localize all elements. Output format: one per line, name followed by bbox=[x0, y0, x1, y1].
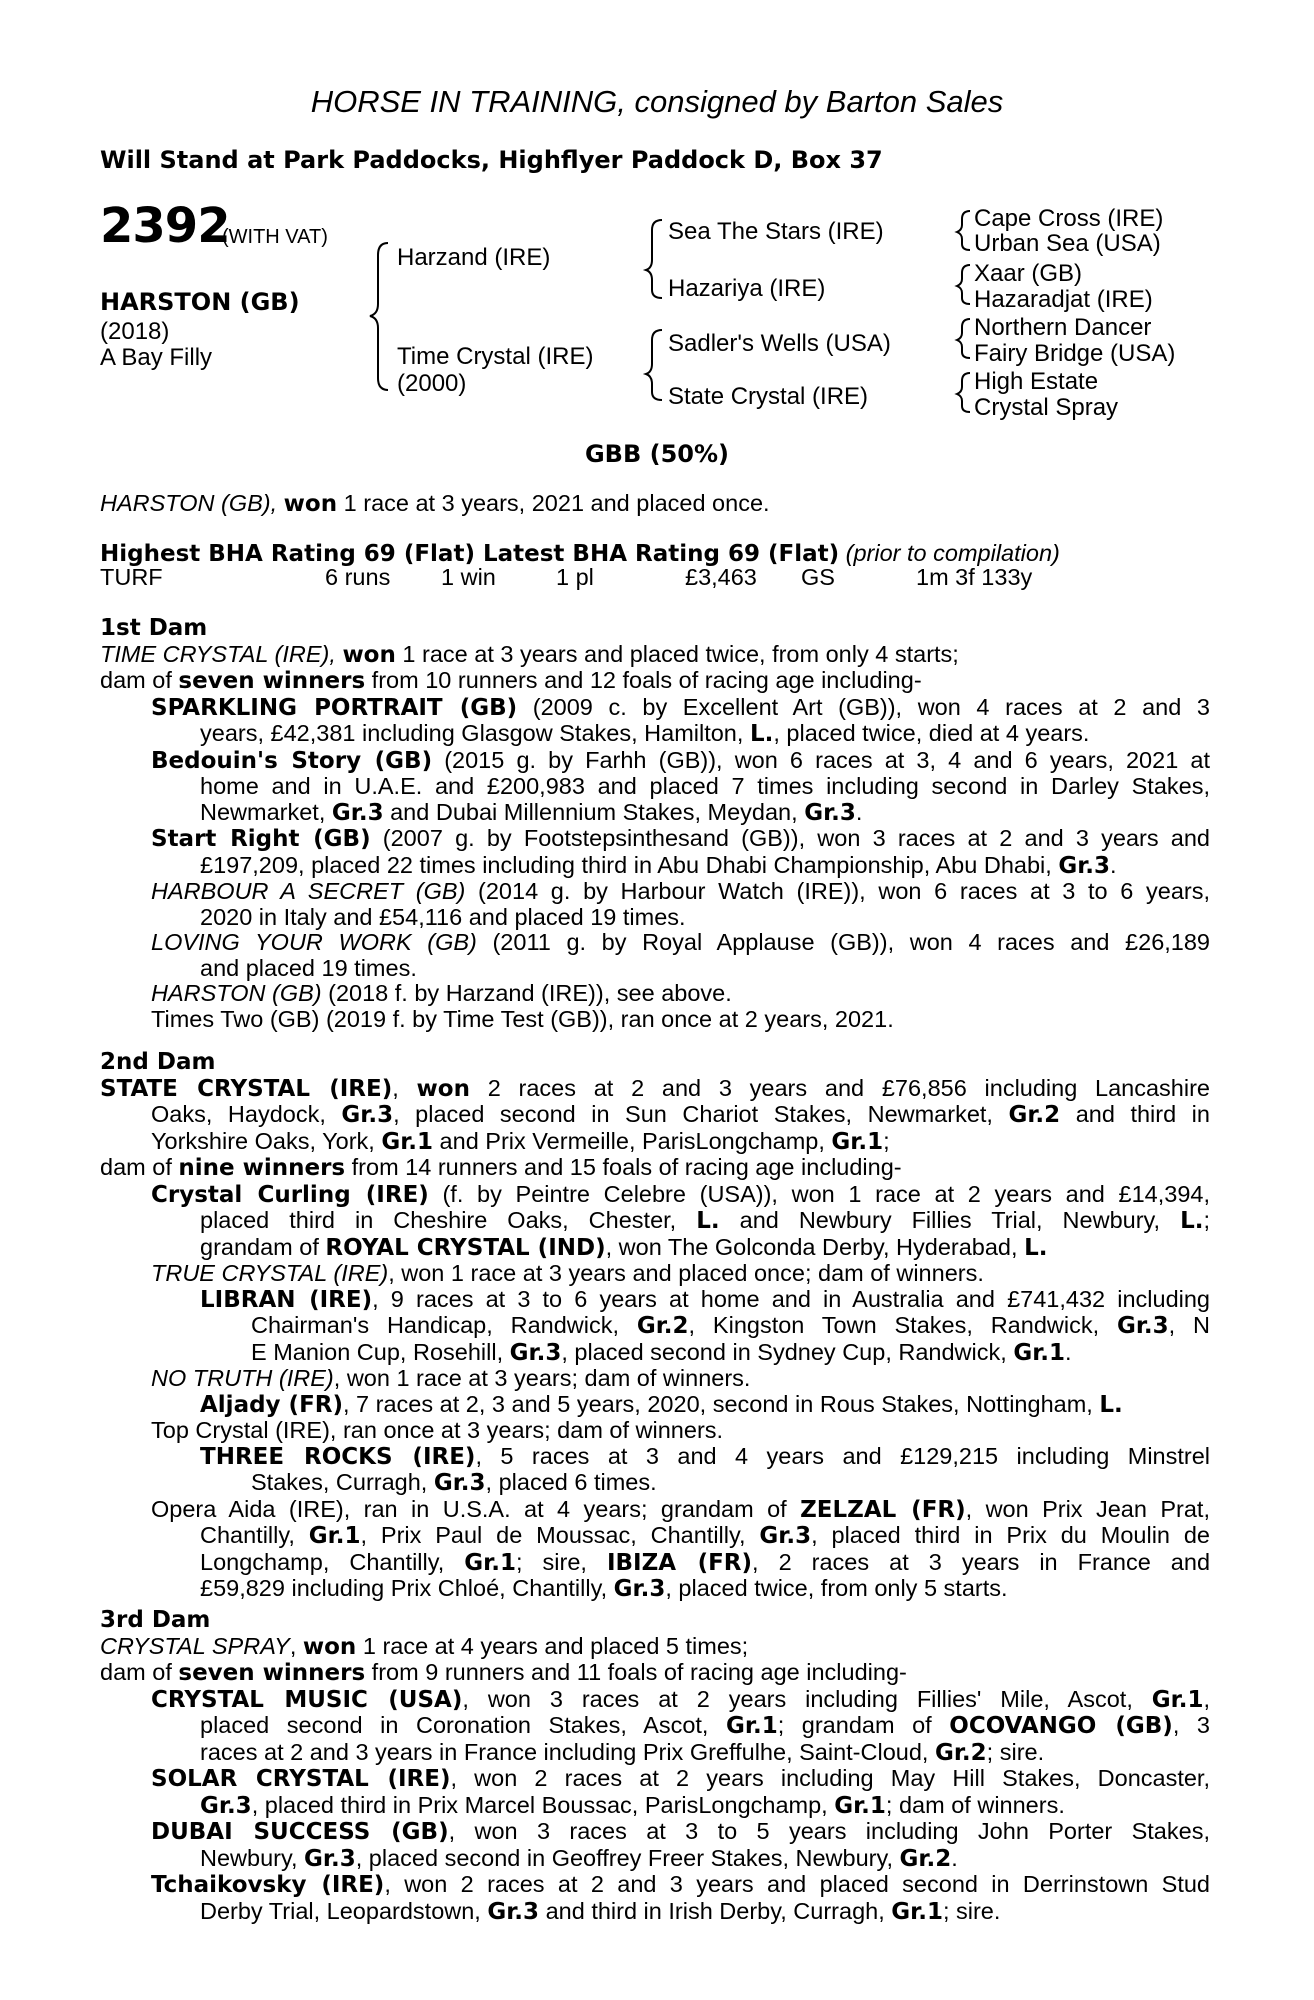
record-distance: 1m 3f 133y bbox=[916, 564, 1033, 590]
grandparent-4: Hazaradjat (IRE) bbox=[974, 286, 1153, 313]
brace-main bbox=[370, 243, 388, 390]
record-going: GS bbox=[801, 564, 835, 590]
brace-g1 bbox=[957, 211, 970, 250]
horse-name: HARSTON (GB) bbox=[100, 288, 300, 316]
vat-note: (WITH VAT) bbox=[222, 226, 328, 248]
gbb-percentage: GBB (50%) bbox=[584, 440, 730, 468]
dam-year: (2000) bbox=[397, 370, 467, 397]
record-surface: TURF bbox=[100, 564, 163, 590]
section-heading: 3rd Dam bbox=[100, 1607, 211, 1633]
horse-year: (2018) bbox=[100, 318, 170, 345]
grandparent-5: Northern Dancer bbox=[974, 314, 1152, 341]
dam: Time Crystal (IRE) bbox=[397, 343, 594, 370]
catalogue-title: HORSE IN TRAINING, consigned by Barton Sales bbox=[310, 84, 1004, 119]
section-heading: 1st Dam bbox=[100, 615, 208, 641]
record-wins: 1 win bbox=[441, 564, 496, 590]
grandparent-3: Xaar (GB) bbox=[974, 260, 1083, 287]
brace-g4 bbox=[957, 373, 970, 412]
brace-dam bbox=[646, 330, 662, 400]
sire-sire: Sea The Stars (IRE) bbox=[668, 218, 884, 245]
grandparent-7: High Estate bbox=[974, 368, 1099, 395]
grandparent-6: Fairy Bridge (USA) bbox=[974, 340, 1176, 367]
first-dam-section: 1st Dam TIME CRYSTAL (IRE), won 1 race at 3 years and placed twice, from only 4 starts; dam of seven winners from 10 runners and 12 foals of racing age including- SPARKLING PORTRAIT (GB) (2009 c. by Excellent Art (GB)), won 4 races at 2 and 3 years, £42,381 including Glasgow Stakes, Hamilton, L., placed twice, died at 4 years. Bedouin's Story (GB) (2015 g. by Farhh (GB)), won 6 races at 3, 4 and 6 years, 2021 at home and in U.A.E. and £200,983 and placed 7 times including second in Darley Stakes, Newmarket, Gr.3 and Dubai Millennium Stakes, Meydan, Gr.3. Start Right (GB) (2007 g. by Footstepsinthesand (GB)), won 3 races at 2 and 3 years and £197,209, placed 22 times including third in Abu Dhabi Championship, Abu Dhabi, Gr.3. HARBOUR A SECRET (GB) (2014 g. by Harbour Watch (IRE)), won 6 races at 3 to 6 years, 2020 in Italy and £54,116 and placed 19 times. LOVING YOUR WORK (GB) (2011 g. by Royal Applause (GB)), won 4 races and £26,189 and placed 19 times. HARSTON (GB) (2018 f. by Harzand (IRE)), see above. Times Two (GB) (2019 f. by Time Test (GB)), ran once at 2 years, 2021. bbox=[100, 615, 1211, 1032]
grandparent-1: Cape Cross (IRE) bbox=[974, 205, 1164, 232]
third-dam-section: 3rd Dam CRYSTAL SPRAY, won 1 race at 4 years and placed 5 times; dam of seven winners from 9 runners and 11 foals of racing age including- CRYSTAL MUSIC (USA), won 3 races at 2 years including Fillies' Mile, Ascot, Gr.1, placed second in Coronation Stakes, Ascot, Gr.1; grandam of OCOVANGO (GB), 3 races at 2 and 3 years in France including Prix Greffulhe, Saint-Cloud, Gr.2; sire. SOLAR CRYSTAL (IRE), won 2 races at 2 years including May Hill Stakes, Doncaster, Gr.3, placed third in Prix Marcel Boussac, ParisLongchamp, Gr.1; dam of winners. DUBAI SUCCESS (GB), won 3 races at 3 to 5 years including John Porter Stakes, Newbury, Gr.3, placed second in Geoffrey Freer Stakes, Newbury, Gr.2. Tchaikovsky (IRE), won 2 races at 2 and 3 years and placed second in Derrinstown Stud Derby Trial, Leopardstown, Gr.3 and third in Irish Derby, Curragh, Gr.1; sire. bbox=[100, 1607, 1210, 1925]
sire-dam: Hazariya (IRE) bbox=[668, 275, 826, 302]
record-placed: 1 pl bbox=[556, 564, 594, 590]
brace-g2 bbox=[957, 265, 970, 304]
brace-g3 bbox=[957, 319, 970, 358]
stand-location: Will Stand at Park Paddocks, Highflyer Paddock D, Box 37 bbox=[100, 146, 883, 174]
record-runs: 6 runs bbox=[325, 564, 391, 590]
bha-rating: Highest BHA Rating 69 (Flat) Latest BHA Rating 69 (Flat) (prior to compilation) bbox=[100, 540, 1060, 567]
sire: Harzand (IRE) bbox=[397, 244, 551, 271]
second-dam-section: 2nd Dam STATE CRYSTAL (IRE), won 2 races at 2 and 3 years and £76,856 including Lancashire Oaks, Haydock, Gr.3, placed second in Sun Chariot Stakes, Newmarket, Gr.2 and third in Yorkshire Oaks, York, Gr.1 and Prix Vermeille, ParisLongchamp, Gr.1; dam of nine winners from 14 runners and 15 foals of racing age including- Crystal Curling (IRE) (f. by Peintre Celebre (USA)), won 1 race at 2 years and £14,394, placed third in Cheshire Oaks, Chester, L. and Newbury Fillies Trial, Newbury, L.; grandam of ROYAL CRYSTAL (IND), won The Golconda Derby, Hyderabad, L. TRUE CRYSTAL (IRE), won 1 race at 3 years and placed once; dam of winners. LIBRAN (IRE), 9 races at 3 to 6 years at home and in Australia and £741,432 including Chairman's Handicap, Randwick, Gr.2, Kingston Town Stakes, Randwick, Gr.3, N E Manion Cup, Rosehill, Gr.3, placed second in Sydney Cup, Randwick, Gr.1. NO TRUTH (IRE), won 1 race at 3 years; dam of winners. Aljady (FR), 7 races at 2, 3 and 5 years, 2020, second in Rous Stakes, Nottingham, L. Top Crystal (IRE), ran once at 3 years; dam of winners. THREE ROCKS (IRE), 5 races at 3 and 4 years and £129,215 including Minstrel Stakes, Curragh, Gr.3, placed 6 times. Opera Aida (IRE), ran in U.S.A. at 4 years; grandam of ZELZAL (FR), won Prix Jean Prat, Chantilly, Gr.1, Prix Paul de Moussac, Chantilly, Gr.3, placed third in Prix du Moulin de Longchamp, Chantilly, Gr.1; sire, IBIZA (FR), 2 races at 3 years in France and £59,829 including Prix Chloé, Chantilly, Gr.3, placed twice, from only 5 starts. bbox=[100, 1049, 1211, 1602]
horse-description: A Bay Filly bbox=[100, 344, 213, 371]
dam-sire: Sadler's Wells (USA) bbox=[668, 330, 891, 357]
brace-sire bbox=[646, 220, 662, 298]
grandparent-8: Crystal Spray bbox=[974, 394, 1119, 421]
grandparent-2: Urban Sea (USA) bbox=[974, 230, 1161, 257]
dam-dam: State Crystal (IRE) bbox=[668, 383, 869, 410]
record-earnings: £3,463 bbox=[685, 564, 757, 590]
lot-number: 2392 bbox=[100, 198, 230, 254]
section-heading: 2nd Dam bbox=[100, 1049, 216, 1075]
race-summary: HARSTON (GB), won 1 race at 3 years, 2021 and placed once. bbox=[100, 490, 770, 517]
